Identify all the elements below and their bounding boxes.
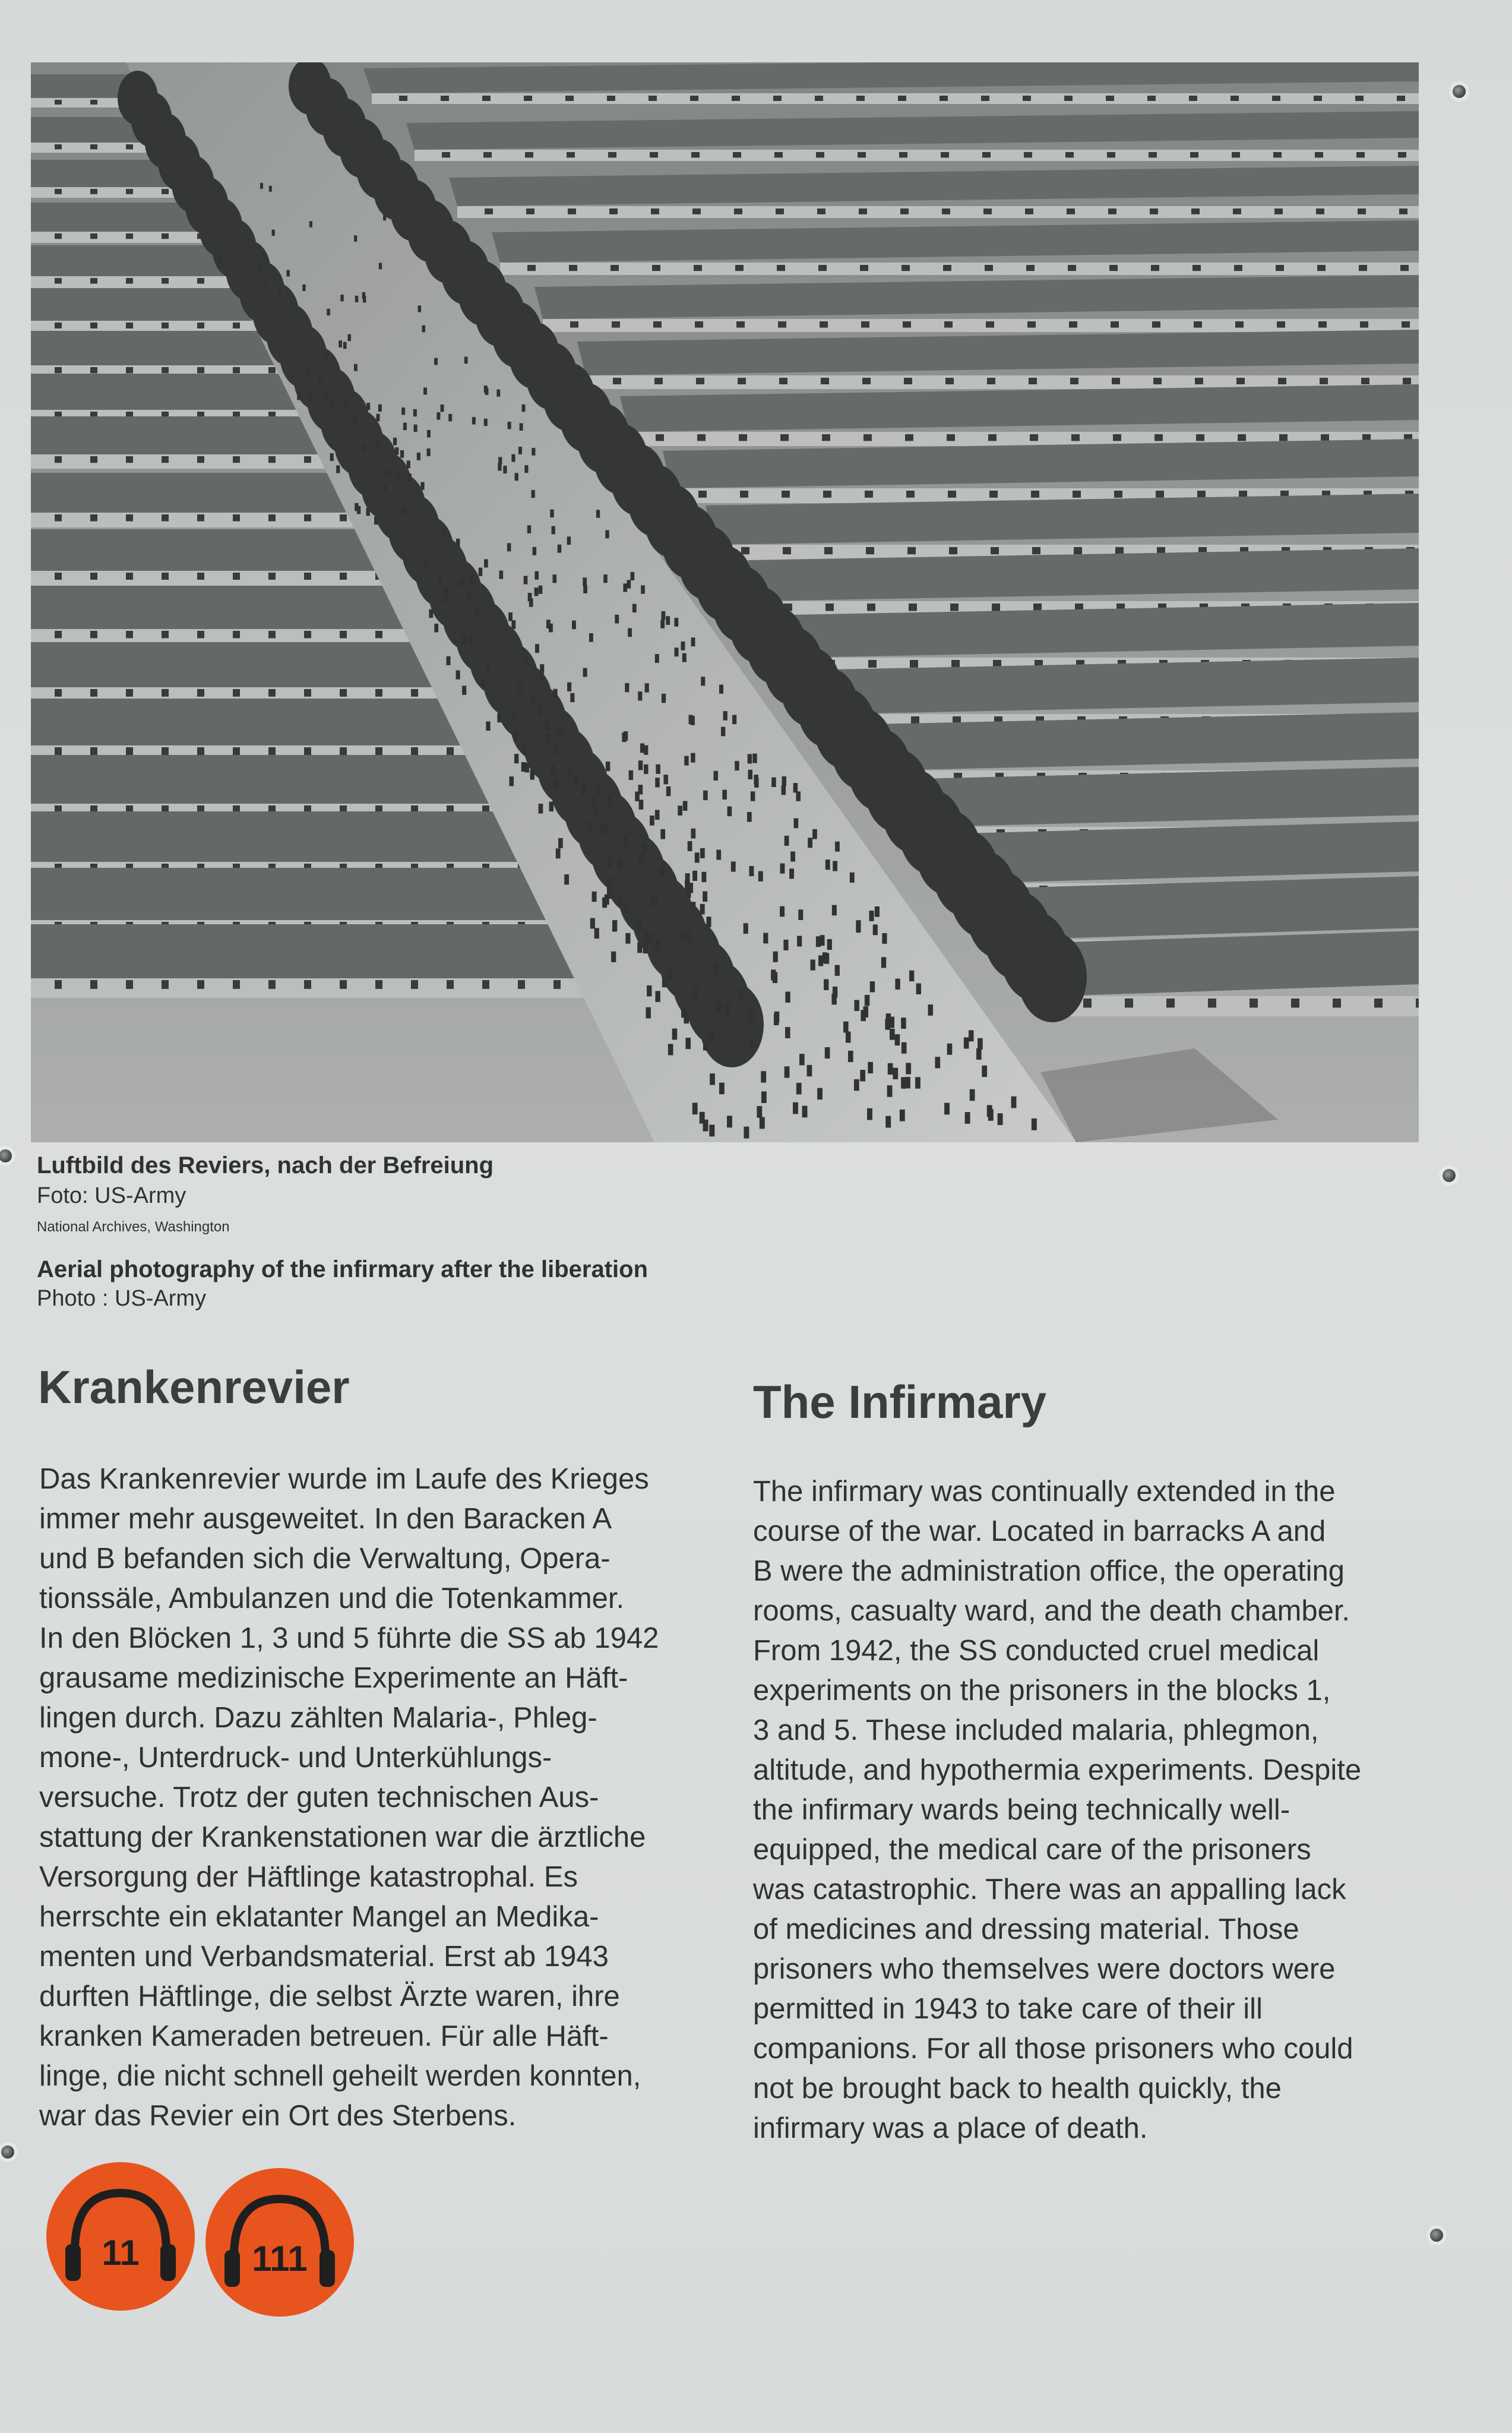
screw-middle-right bbox=[1443, 1169, 1456, 1182]
screw-top-right bbox=[1453, 85, 1466, 98]
caption-german-title: Luftbild des Reviers, nach der Befreiung bbox=[37, 1152, 494, 1178]
audio-guide-badge-111 bbox=[205, 2168, 354, 2317]
audio-guide-number: 11 bbox=[102, 2233, 140, 2273]
audio-guide-number: 111 bbox=[252, 2239, 308, 2279]
english-heading: The Infirmary bbox=[753, 1376, 1047, 1428]
screw-left-lower bbox=[1, 2146, 14, 2159]
german-body-text: Das Krankenrevier wurde im Laufe des Krieges immer mehr ausgeweitet. In den Baracken A und B befanden sich die Verwaltung, Opera- tionssäle, Ambulanzen und die Totenkammer. In den Blöcken 1, 3 und 5 führte die SS ab 1942 grausame medizinische Experimente an Häft- lingen durch. Dazu zählten Malaria-, Phleg- mone-, Unterdruck- und Unterkühlungs- versuche. Trotz der guten technischen Aus- stattung der Krankenstationen war die ärztliche Versorgung der Häftlinge katastrophal. Es herrschte ein eklatanter Mangel an Medika- menten und Verbandsmaterial. Erst ab 1943 durften Häftlinge, die selbst Ärzte waren, ihre kranken Kameraden betreuen. Für alle Häft- linge, die nicht schnell geheilt werden konnten, war das Revier ein Ort des Sterbens. bbox=[39, 1463, 659, 2132]
aerial-photograph bbox=[31, 62, 1419, 1142]
screw-bottom-right bbox=[1430, 2229, 1443, 2242]
caption-archive-credit: National Archives, Washington bbox=[37, 1219, 230, 1235]
caption-english-title: Aerial photography of the infirmary after the liberation bbox=[37, 1256, 649, 1282]
screw-left-upper bbox=[0, 1149, 12, 1162]
audio-guide-badge-11 bbox=[46, 2162, 195, 2311]
german-heading: Krankenrevier bbox=[38, 1361, 350, 1413]
caption-english-photo-credit: Photo : US-Army bbox=[37, 1286, 207, 1311]
caption-german-photo-credit: Foto: US-Army bbox=[37, 1183, 186, 1208]
english-body-text: The infirmary was continually extended in the course of the war. Located in barracks A and B were the administration office, the operating rooms, casualty ward, and the death chamber. From 1942, the SS conducted cruel medical experiments on the prisoners in the blocks 1, 3 and 5. These included malaria, phlegmon, altitude, and hypothermia experiments. Despite the infirmary wards being technically well- equipped, the medical care of the prisoners was catastrophic. There was an appalling lack of medicines and dressing material. Those prisoners who themselves were doctors were permitted in 1943 to take care of their ill companions. For all those prisoners who could not be brought back to health quickly, the infirmary was a place of death. bbox=[753, 1475, 1362, 2144]
